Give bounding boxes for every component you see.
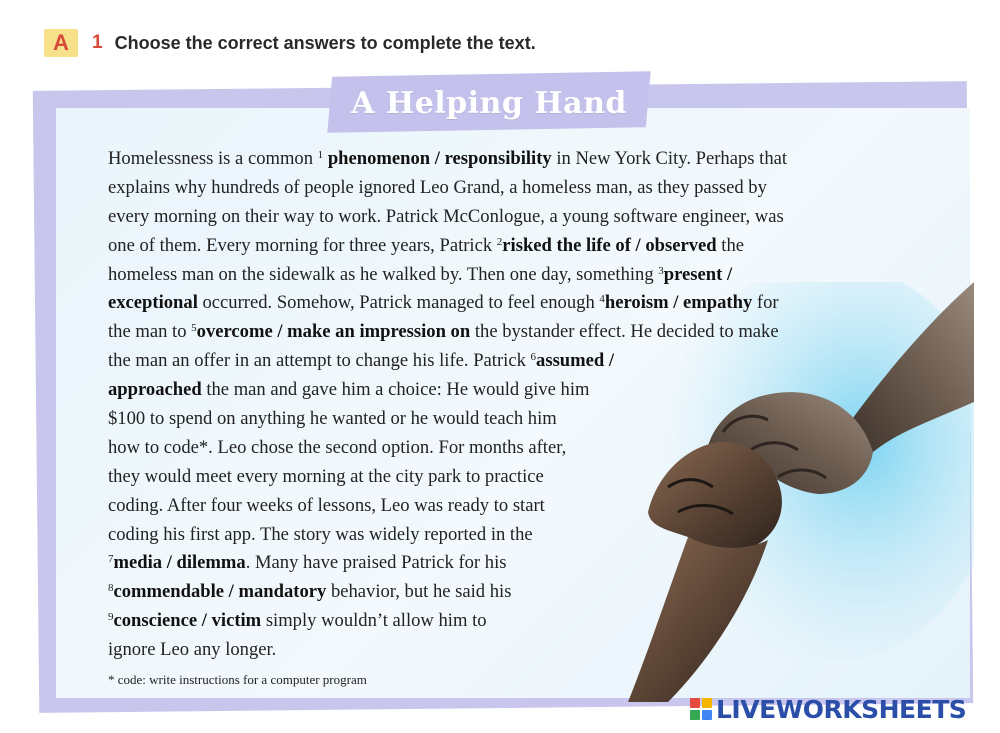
text-line — [108, 232, 878, 261]
text-segment: coding his first app. The story was widely reported in the — [108, 523, 533, 545]
text-segment: explains why hundreds of people ignored Leo Grand, a homeless man, as they passed by — [108, 176, 767, 198]
question-number: 7 — [108, 553, 114, 566]
text-line — [108, 174, 878, 203]
text-segment: every morning on their way to work. Patrick McConlogue, a young software engineer, was — [108, 205, 784, 227]
exercise-number: 1 — [92, 32, 103, 53]
text-line — [108, 347, 878, 376]
text-line — [108, 607, 878, 636]
answer-choice[interactable]: commendable / mandatory — [113, 581, 327, 603]
text-segment: the man and gave him a choice: He would give him — [201, 379, 590, 401]
text-line — [108, 463, 878, 492]
text-segment: simply wouldn’t allow him to — [261, 610, 487, 632]
logo-grid-icon — [690, 698, 712, 720]
text-line — [108, 578, 878, 607]
text-segment: occurred. Somehow, Patrick managed to feel enough — [197, 292, 600, 314]
text-segment: . Many have praised Patrick for his — [245, 552, 507, 574]
question-number: 1 — [317, 149, 324, 161]
text-segment: $100 to spend on anything he wanted or he would teach him — [108, 408, 557, 430]
answer-choice[interactable]: present / — [663, 263, 733, 285]
logo-square — [690, 710, 700, 720]
article-body — [108, 145, 878, 665]
text-line — [108, 521, 878, 550]
answer-choice[interactable]: assumed / — [536, 350, 615, 372]
text-segment: homeless man on the sidewalk as he walked by. Then one day, something — [108, 263, 659, 285]
answer-choice[interactable]: conscience / victim — [113, 610, 262, 632]
text-segment: in New York City. Perhaps that — [551, 148, 788, 169]
answer-choice[interactable]: heroism / empathy — [604, 292, 753, 314]
text-line — [108, 203, 878, 232]
text-segment: the man to — [108, 321, 192, 343]
text-segment: one of them. Every morning for three years, Patrick — [108, 234, 497, 256]
footnote: * code: write instructions for a computer program — [108, 672, 367, 687]
question-number: 2 — [496, 235, 503, 248]
text-line — [108, 549, 878, 578]
text-segment: ignore Leo any longer. — [108, 639, 277, 661]
text-segment: behavior, but he said his — [326, 581, 512, 603]
text-line — [108, 318, 878, 347]
text-line — [108, 636, 878, 665]
text-line — [108, 376, 878, 405]
exercise-header — [44, 28, 536, 58]
text-segment: the bystander effect. He decided to make — [470, 321, 779, 343]
answer-choice[interactable]: risked the life of / observed — [502, 234, 717, 256]
answer-choice[interactable]: overcome / make an impression on — [196, 321, 471, 343]
question-number: 6 — [530, 351, 537, 364]
section-badge: A — [44, 29, 78, 57]
text-segment: how to code*. Leo chose the second option. For months after, — [108, 436, 567, 458]
text-segment: the — [716, 234, 744, 256]
text-segment: the man an offer in an attempt to change his life. Patrick — [108, 350, 531, 372]
text-segment: they would meet every morning at the city park to practice — [108, 465, 544, 487]
text-line — [108, 405, 878, 434]
text-segment: Homelessness is a common — [108, 148, 318, 169]
answer-choice[interactable]: approached — [108, 379, 202, 401]
answer-choice[interactable]: media / dilemma — [113, 552, 246, 574]
question-number: 9 — [108, 611, 114, 624]
answer-choice[interactable]: phenomenon / responsibility — [327, 148, 552, 169]
logo-square — [690, 698, 700, 708]
article-title: A Helping Hand — [351, 85, 627, 121]
text-line — [108, 434, 878, 463]
text-line — [108, 145, 878, 174]
question-number: 4 — [599, 293, 605, 306]
text-segment: coding. After four weeks of lessons, Leo was ready to start — [108, 494, 545, 516]
text-line — [108, 492, 878, 521]
logo-square — [702, 710, 712, 720]
question-number: 8 — [108, 582, 114, 595]
exercise-instruction: Choose the correct answers to complete the text. — [114, 32, 536, 53]
liveworksheets-logo — [690, 693, 966, 725]
text-line — [108, 261, 878, 290]
logo-wordmark: LIVEWORKSHEETS — [716, 694, 967, 724]
text-line — [108, 289, 878, 318]
logo-square — [702, 698, 712, 708]
question-number: 3 — [658, 264, 664, 277]
answer-choice[interactable]: exceptional — [108, 292, 198, 314]
question-number: 5 — [191, 322, 197, 335]
text-segment: for — [752, 292, 779, 314]
